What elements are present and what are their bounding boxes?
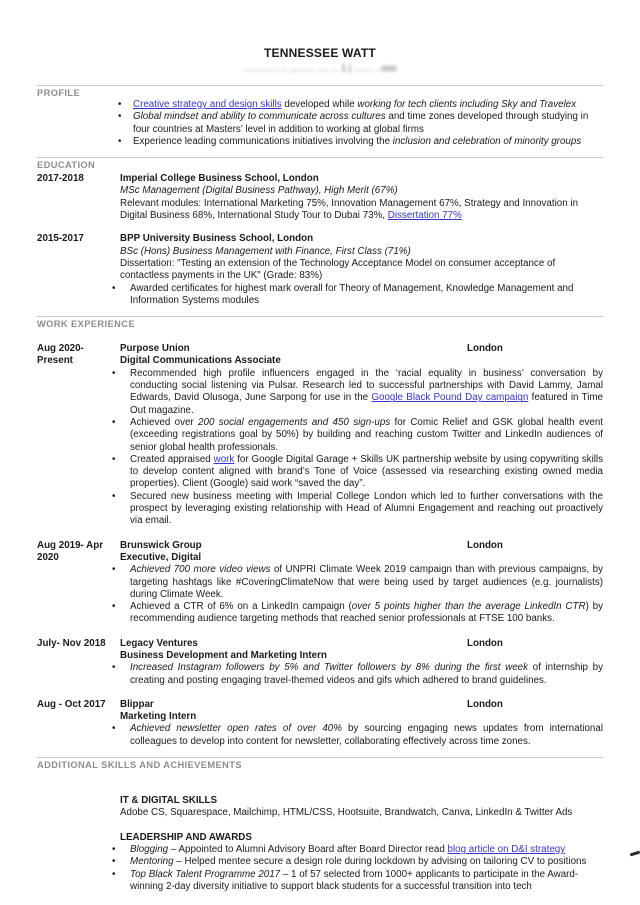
experience-entry [37,638,603,687]
company-name: Legacy Ventures [120,637,198,649]
experience-entries [37,343,603,748]
text-segment: and time zones developed through studying in four countries at Masters’ level in addition to working at global firms [133,111,589,135]
text-segment: of internship by creating and posting engaging travel-themed videos and gifs which adhered to brand guidelines. [130,662,603,686]
role-title: Digital Communications Associate [120,355,281,367]
entry-dates: 2017-2018 [37,173,84,185]
skills-subsection [37,832,603,893]
entry-dates: Aug 2019- Apr 2020 [37,539,104,563]
section-divider [37,316,603,317]
experience-entry [37,343,603,527]
bullet-item [120,844,603,856]
section-header-education: EDUCATION [37,160,96,171]
entry-bullet-list [120,368,603,528]
experience-entry [37,540,603,626]
section-additional-skills [37,757,603,893]
contact-line-redacted: .............. ... ,......... .... ... 1 ( ........ ..ooo [243,63,397,73]
text-segment: Experience leading communications initiatives involving the [133,135,393,147]
italic-text-segment: working for tech clients including Sky and Travelex [357,99,577,110]
bullet-item [120,869,603,894]
bullet-item [120,283,603,308]
section-header-work-experience: WORK EXPERIENCE [37,319,135,330]
location-label: London [467,539,503,551]
detail-line [120,258,603,283]
text-segment: by sourcing engaging news updates from international colleagues to develop into content for newsletter, collaborating effectively across time zones. [130,723,603,747]
bullet-item [120,454,603,491]
section-header-profile: PROFILE [37,88,81,98]
location-label: London [467,698,503,710]
text-segment: for Google Digital Garage + Skills UK partnership website by using copywriting skills to develop content aligned with brand’s Tone of Voice (assessed via researching existing owned media properties). Client (Google) said work “saved the day”. [130,453,604,490]
entry-bullet-list [120,564,603,625]
school-name: BPP University Business School, London [120,233,314,245]
italic-text-segment: MSc Management (Digital Business Pathway), High Merit (67%) [120,185,398,197]
role-title: Marketing Intern [120,711,197,723]
inline-link[interactable]: blog article on D&I strategy [447,843,566,855]
entry-dates: Aug 2020- Present [37,343,84,367]
location-label: London [467,343,503,355]
section-work-experience [37,316,603,748]
italic-text-segment: Global mindset and ability to communicate across cultures [133,111,386,123]
page-title: TENNESSEE WATT [264,46,376,60]
education-entry [37,173,603,222]
text-segment: – Helped mentee secure a design role during lockdown by advising on tailoring CV to positions [173,856,587,868]
text-segment: Secured new business meeting with Imperial College London which led to further conversations with the prospect by leveraging existing relationship with Head of Alumni Engagement and reaching out proactively via email. [130,490,603,527]
company-name: Purpose Union [120,343,190,355]
subsection-details [120,807,603,819]
detail-line [120,185,603,197]
text-segment: ) by recommending audience targeting methods that reached senior professionals at FTSE 100 banks. [130,601,603,625]
inline-link[interactable]: Google Black Pound Day campaign [371,392,529,404]
italic-text-segment: Mentoring [130,856,174,868]
italic-text-segment: 200 social engagements and 450 sign-ups [198,416,391,428]
section-education [37,157,603,307]
section-header-additional-skills: ADDITIONAL SKILLS AND ACHIEVEMENTS [37,760,242,771]
bullet-item [120,368,603,417]
entry-dates: Aug - Oct 2017 [37,698,106,710]
text-segment: of UNPRI Climate Week 2019 campaign than with previous campaigns, by targeting hashtags like #CoveringClimateNow that were being used by target audiences (e.g. journalists) during Climate Week. [130,564,603,600]
entry-dates: July- Nov 2018 [37,637,106,649]
profile-bullet-list [37,99,603,148]
entry-details [120,185,603,222]
italic-text-segment: Achieved newsletter open rates of over 40% [130,723,342,735]
subsection-spacer [37,832,120,893]
bullet-item [120,856,603,868]
text-segment: Adobe CS, Squarespace, Mailchimp, HTML/CSS, Hootsuite, Brandwatch, Canva, LinkedIn & Twitter Ads [120,807,573,819]
text-segment: developed while [281,99,358,110]
subsection-bullet-list [120,844,603,893]
bullet-item [120,662,603,687]
text-segment: Relevant modules: International Marketing 75%, Innovation Management 67%, Strategy and Innovation in Digital Business 68%, International Study Tour to Dubai 73%, [120,197,579,222]
entry-details [120,246,603,283]
italic-text-segment: BSc (Hons) Business Management with Finance, First Class (71%) [120,245,411,257]
italic-text-segment: Achieved 700 more video views [130,564,271,576]
bullet-item [120,417,603,454]
bullet-item [37,111,603,136]
detail-line [120,198,603,223]
subsection-heading: IT & DIGITAL SKILLS [120,795,218,807]
text-segment: Achieved over [130,416,199,428]
section-divider [37,85,603,86]
italic-text-segment: over 5 points higher than the average LinkedIn CTR [351,601,586,613]
text-segment: featured in Time Out magazine. [130,392,603,416]
inline-link[interactable]: Creative strategy and design skills [133,99,282,110]
inline-link[interactable]: Dissertation 77% [387,210,462,222]
italic-text-segment: Blogging [130,843,169,855]
school-name: Imperial College Business School, London [120,173,319,185]
experience-entry [37,699,603,748]
subsection-spacer [37,795,120,820]
entry-dates: 2015-2017 [37,233,84,245]
education-entry [37,233,603,307]
company-name: Brunswick Group [120,539,202,551]
text-segment: Created appraised [130,453,214,465]
entry-bullet-list [120,723,603,748]
role-title: Executive, Digital [120,551,202,563]
italic-text-segment: inclusion and celebration of minority groups [392,135,582,147]
italic-text-segment: Top Black Talent Programme 2017 [130,868,281,880]
section-divider [37,157,603,158]
text-segment: Recommended high profile influencers engaged in the ‘racial equality in business’ conversation by conducting social listening via Pulsar. Research led to successful partnerships with David Lammy, Jamal Edwards, David Olusoga, June Sarpong for use in the [130,367,603,404]
company-name: Blippar [120,698,154,710]
skills-subsection [37,795,603,820]
text-segment: – Appointed to Alumni Advisory Board after Board Director read [168,843,448,855]
bullet-item [120,491,603,528]
section-divider [37,757,603,758]
bullet-item [120,564,603,601]
detail-line [120,807,603,819]
role-title: Business Development and Marketing Intern [120,649,327,661]
additional-subsections [37,795,603,893]
scan-artifact [630,851,640,857]
subsection-heading: LEADERSHIP AND AWARDS [120,831,252,843]
text-segment: Achieved a CTR of 6% on a LinkedIn campaign ( [130,601,352,613]
bullet-item [37,99,603,111]
education-entries [37,173,603,307]
bullet-item [120,601,603,626]
bullet-item [120,723,603,748]
text-segment: – 1 of 57 selected from 1000+ applicants to participate in the Award-winning 2-day diversity initiative to support black students for a successful transition into tech [130,868,579,892]
location-label: London [467,637,503,649]
section-profile [37,85,603,148]
text-segment: for Comic Relief and GSK global health event (exceeding registrations goal by 50%) by building and reaching custom Twitter and LinkedIn audiences of senior global health professionals. [130,416,603,453]
text-segment: Dissertation: "Testing an extension of the Technology Acceptance Model on consumer acceptance of contactless payments in the UK" (Grade: 83%) [120,257,556,282]
entry-bullet-list [120,283,603,308]
text-segment: Awarded certificates for highest mark overall for Theory of Management, Knowledge Management and Information Systems modules [130,282,574,306]
entry-bullet-list [120,662,603,687]
bullet-item [37,136,603,148]
italic-text-segment: Increased Instagram followers by 5% and Twitter followers by 8% during the first week [130,662,529,674]
inline-link[interactable]: work [213,453,235,465]
detail-line [120,246,603,258]
